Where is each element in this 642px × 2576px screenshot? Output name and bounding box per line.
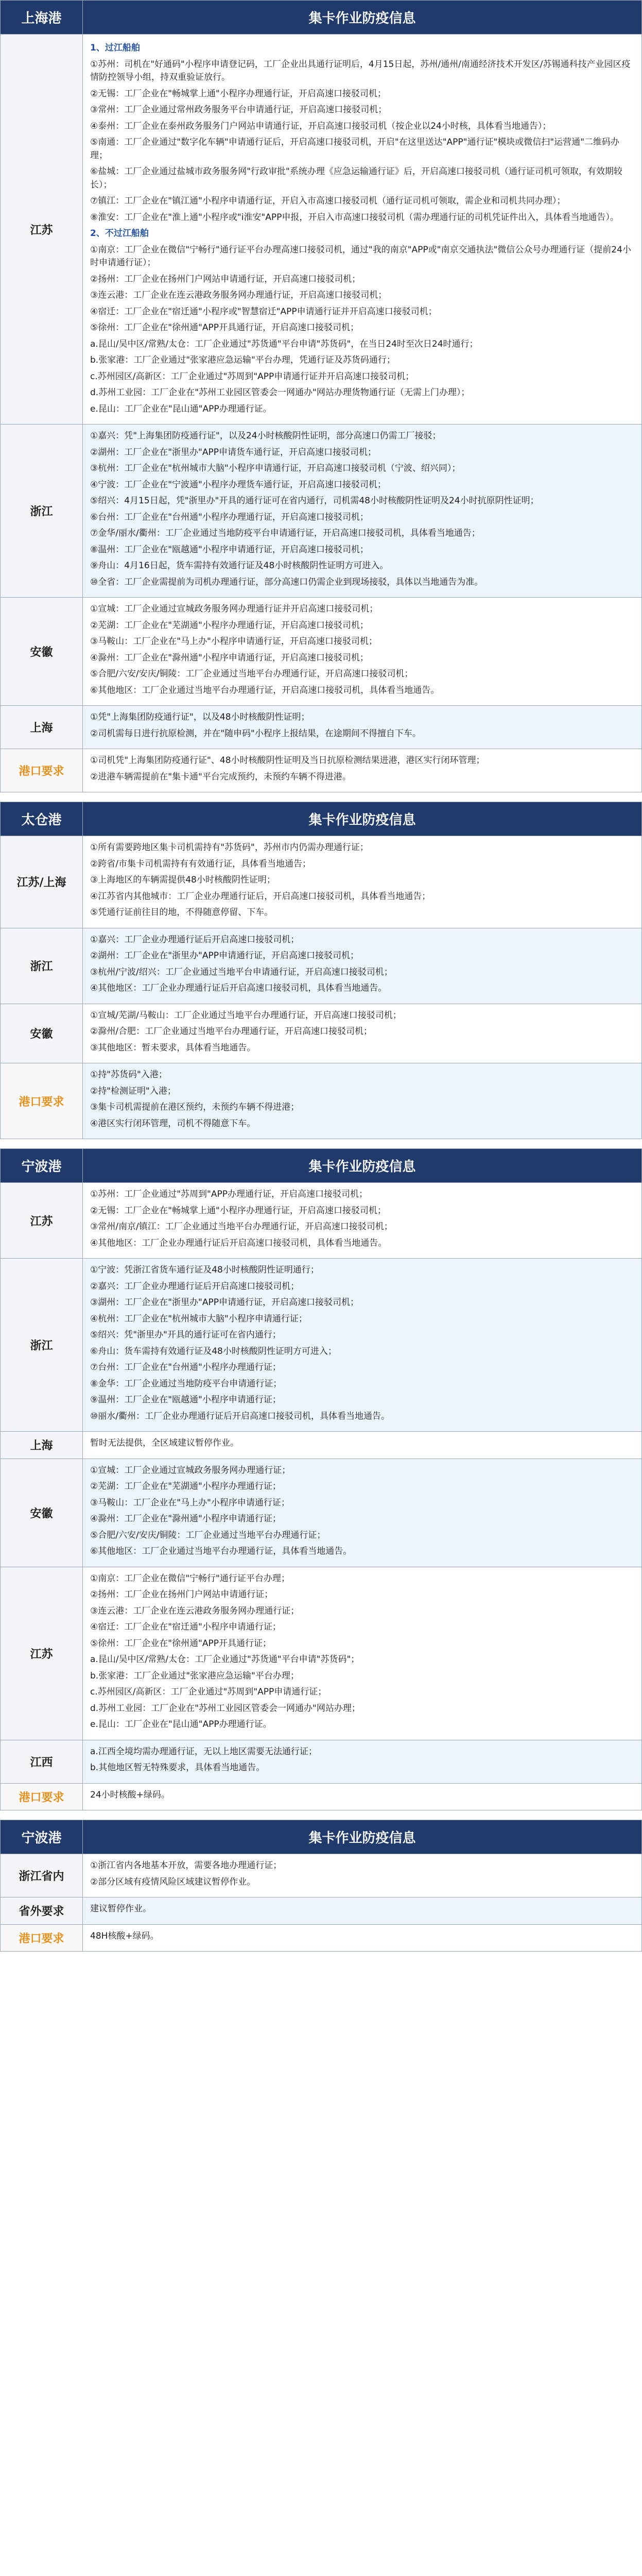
- info-line: ①嘉兴：凭"上海集团防疫通行证"，以及24小时核酸阴性证明，部分高速口仍需工厂接驳；: [90, 431, 441, 441]
- info-line: ①嘉兴：工厂企业办理通行证后开启高速口接驳司机；: [90, 934, 300, 945]
- info-line: ②扬州：工厂企业在扬州门户网站申请通行证，开启高速口接驳司机；: [90, 274, 361, 284]
- info-line: ②滁州/合肥：工厂企业通过当地平台办理通行证，开启高速口接驳司机；: [90, 1026, 372, 1037]
- region-content: [83, 928, 642, 1004]
- info-line: ②持"检测证明"入港；: [90, 1086, 176, 1096]
- info-line: ⑥台州：工厂企业在"台州通"小程序办理通行证，开启高速口接驳司机；: [90, 512, 369, 522]
- info-line: e.昆山：工厂企业在"昆山通"APP办理通行证。: [90, 403, 272, 414]
- info-line: ⑥盐城：工厂企业通过盐城市政务服务网"行政审批"系统办理《应急运输通行证》后，开启高速口接驳司机（通行证司机可领取，有效期较长）；: [90, 166, 622, 190]
- table-row: [1, 1259, 642, 1432]
- port-table: [0, 0, 642, 792]
- info-line: ⑥其他地区：工厂企业通过当地平台办理通行证，开启高速口接驳司机，具体看当地通告。: [90, 685, 440, 696]
- info-line: ④其他地区：工厂企业办理通行证后开启高速口接驳司机，具体看当地通告。: [90, 1238, 387, 1248]
- info-line: 建议暂停作业。: [90, 1904, 151, 1914]
- info-line: ⑤徐州：工厂企业在"徐州通"APP开具通行证，开启高速口接驳司机；: [90, 323, 359, 333]
- port-requirements-label: 港口要求: [1, 1063, 83, 1139]
- info-line: ⑦镇江：工厂企业在"镇江通"小程序申请通行证，开启入市高速口接驳司机（通行证司机可领取，需企业和司机共同办理）；: [90, 196, 566, 206]
- region-content: [83, 425, 642, 598]
- info-line: ③常州/南京/镇江：工厂企业通过当地平台办理通行证，开启高速口接驳司机；: [90, 1222, 393, 1232]
- region-content: [83, 1783, 642, 1810]
- info-line: ⑤绍兴：凭"浙里办"开具的通行证可在省内通行；: [90, 1330, 281, 1340]
- table-title: 集卡作业防疫信息: [83, 802, 642, 836]
- info-line: ⑨温州：工厂企业在"瓯越通"小程序申请通行证；: [90, 1395, 281, 1405]
- region-label: 浙江省内: [1, 1854, 83, 1897]
- port-name: 宁波港: [1, 1820, 83, 1854]
- region-label: 江苏: [1, 35, 83, 425]
- info-line: d.苏州工业园：工厂企业在"苏州工业园区管委会一网通办"网站办理；: [90, 1703, 360, 1714]
- info-line: ②跨省/市集卡司机需持有有效通行证，具体看当地通告；: [90, 858, 311, 869]
- port-table: [0, 1148, 642, 1810]
- info-line: ④宁波：工厂企业在"宁波通"小程序办理货车通行证，开启高速口接驳司机；: [90, 479, 386, 490]
- info-line: ①南京：工厂企业在微信"宁畅行"通行证平台办理高速口接驳司机，通过"我的南京"APP或"南京交通执法"微信公众号办理通行证（提前24小时申请通行证）；: [90, 244, 631, 268]
- region-label: 安徽: [1, 1004, 83, 1063]
- table-row: [1, 928, 642, 1004]
- table-row: [1, 1740, 642, 1783]
- info-line: b.其他地区暂无特殊要求，具体看当地通告。: [90, 1762, 265, 1773]
- region-label: 上海: [1, 1432, 83, 1459]
- table-header-row: [1, 1, 642, 35]
- info-line: ④宿迁：工厂企业在"宿迁通"小程序申请通行证；: [90, 1622, 281, 1632]
- info-line: ④港区实行闭环管理，司机不得随意下车。: [90, 1118, 256, 1129]
- region-label: 江苏: [1, 1567, 83, 1740]
- info-line: b.张家港：工厂企业通过"张家港应急运输"平台办理，凭通行证及苏货码通行；: [90, 355, 395, 365]
- region-content: [83, 1259, 642, 1432]
- info-line: ③其他地区：暂未要求，具体看当地通告。: [90, 1042, 256, 1053]
- region-label: 省外要求: [1, 1897, 83, 1925]
- info-line: ②湖州：工厂企业在"浙里办"APP申请通行证，开启高速口接驳司机；: [90, 951, 359, 961]
- info-line: ②嘉兴：工厂企业办理通行证后开启高速口接驳司机；: [90, 1281, 300, 1292]
- table-row: [1, 1783, 642, 1810]
- info-line: ③杭州/宁波/绍兴：工厂企业通过当地平台申请通行证，开启高速口接驳司机；: [90, 967, 393, 977]
- info-line: ④滁州：工厂企业在"滁州通"小程序申请通行证，开启高速口接驳司机；: [90, 652, 369, 663]
- region-content: [83, 1183, 642, 1259]
- region-label: 安徽: [1, 598, 83, 706]
- info-line: ④杭州：工厂企业在"杭州城市大脑"小程序申请通行证；: [90, 1313, 307, 1324]
- info-line: ①苏州：工厂企业通过"苏周到"APP办理通行证，开启高速口接驳司机；: [90, 1189, 368, 1199]
- port-requirements-label: 港口要求: [1, 1924, 83, 1952]
- table-row: [1, 1004, 642, 1063]
- info-line: ①宣城：工厂企业通过宣城政务服务网办理通行证并开启高速口接驳司机；: [90, 604, 378, 614]
- table-row: [1, 35, 642, 425]
- info-line: 1、过江船舶: [90, 43, 140, 53]
- table-row: [1, 598, 642, 706]
- info-line: ③马鞍山：工厂企业在"马上办"小程序申请通行证，开启高速口接驳司机；: [90, 636, 377, 647]
- region-content: [83, 1004, 642, 1063]
- table-row: [1, 706, 642, 749]
- info-line: ②芜湖：工厂企业在"芜湖通"小程序办理通行证；: [90, 1481, 281, 1492]
- info-line: ①持"苏货码"入港；: [90, 1070, 167, 1080]
- region-label: 安徽: [1, 1459, 83, 1567]
- info-line: ①凭"上海集团防疫通行证"，以及48小时核酸阴性证明；: [90, 712, 310, 722]
- info-line: ⑧淮安：工厂企业在"淮上通"小程序或"i淮安"APP申报，开启入市高速口接驳司机（需办理通行证的司机凭证件出入，具体看当地通告）。: [90, 212, 619, 223]
- info-line: ③集卡司机需提前在港区预约，未预约车辆不得进港；: [90, 1102, 300, 1112]
- region-content: [83, 706, 642, 749]
- table-title: 集卡作业防疫信息: [83, 1149, 642, 1183]
- info-line: ①宁波：凭浙江省货车通行证及48小时核酸阴性证明通行；: [90, 1265, 319, 1275]
- info-line: ①司机凭"上海集团防疫通行证"、48小时核酸阴性证明及当日抗原检测结果进港，港区实行闭环管理；: [90, 755, 485, 766]
- region-content: [83, 1459, 642, 1567]
- region-label: 浙江: [1, 425, 83, 598]
- info-line: ③马鞍山：工厂企业在"马上办"小程序申请通行证；: [90, 1497, 290, 1508]
- region-content: [83, 1924, 642, 1952]
- info-line: ①南京：工厂企业在微信"宁畅行"通行证平台办理；: [90, 1573, 290, 1584]
- info-line: ⑤合肥/六安/安庆/铜陵：工厂企业通过当地平台办理通行证，开启高速口接驳司机；: [90, 669, 413, 679]
- region-label: 上海: [1, 706, 83, 749]
- info-line: d.苏州工业园：工厂企业在"苏州工业园区管委会一网通办"网站办理货物通行证（无需上门办理）；: [90, 387, 470, 398]
- info-line: ⑤徐州：工厂企业在"徐州通"APP开具通行证；: [90, 1638, 272, 1649]
- region-label: 浙江: [1, 928, 83, 1004]
- info-line: ⑨舟山：4月16日起，货车需持有效通行证及48小时核酸阴性证明方可进入。: [90, 561, 389, 571]
- port-table: [0, 1820, 642, 1952]
- info-line: ③湖州：工厂企业在"浙里办"APP申请通行证，开启高速口接驳司机；: [90, 1297, 359, 1308]
- port-name: 宁波港: [1, 1149, 83, 1183]
- info-line: ②部分区域有疫情风险区域建议暂停作业。: [90, 1876, 256, 1887]
- region-content: [83, 1897, 642, 1925]
- region-label: 江苏: [1, 1183, 83, 1259]
- info-line: ⑤合肥/六安/安庆/铜陵：工厂企业通过当地平台办理通行证；: [90, 1530, 326, 1540]
- info-line: ④泰州：工厂企业在泰州政务服务门户网站申请通行证，开启高速口接驳司机（按企业以24小时核，具体看当地通告）；: [90, 121, 551, 131]
- info-line: ⑤绍兴：4月15日起，凭"浙里办"开具的通行证可在省内通行，司机需48小时核酸阴性证明及24小时抗原阴性证明；: [90, 496, 539, 506]
- port-table: [0, 802, 642, 1139]
- info-line: ①苏州：司机在"好通码"小程序申请登记码，工厂企业出具通行证明后，4月15日起，苏州/通州/南通经济技术开发区/苏锡通科技产业园区疫情防控领导小组，持双重验证放行。: [90, 59, 631, 82]
- info-line: ④宿迁：工厂企业在"宿迁通"小程序或"智慧宿迁"APP申请通行证并开启高速口接驳司机；: [90, 306, 437, 317]
- table-row: [1, 1183, 642, 1259]
- info-line: ③连云港：工厂企业在连云港政务服务网办理通行证，开启高速口接驳司机；: [90, 290, 387, 300]
- info-line: ④滁州：工厂企业在"滁州通"小程序申请通行证；: [90, 1514, 281, 1524]
- info-line: ③上海地区的车辆需提供48小时核酸阴性证明；: [90, 875, 275, 885]
- info-line: b.张家港：工厂企业通过"张家港应急运输"平台办理；: [90, 1670, 299, 1681]
- info-line: a.昆山/吴中区/常熟/太仓：工厂企业通过"苏货通"平台申请"苏货码"；: [90, 1654, 360, 1665]
- table-header-row: [1, 1820, 642, 1854]
- info-line: 暂时无法提供，全区域建议暂停作业。: [90, 1438, 239, 1448]
- region-content: [83, 35, 642, 425]
- info-line: 48H核酸+绿码。: [90, 1930, 159, 1941]
- region-content: [83, 1432, 642, 1459]
- info-line: e.昆山：工厂企业在"昆山通"APP办理通行证。: [90, 1719, 272, 1730]
- info-line: ③连云港：工厂企业在连云港政务服务网办理通行证；: [90, 1605, 300, 1616]
- info-line: ②扬州：工厂企业在扬州门户网站申请通行证；: [90, 1589, 273, 1600]
- table-row: [1, 1854, 642, 1897]
- info-line: ②无锡：工厂企业在"畅城掌上通"小程序办理通行证，开启高速口接驳司机；: [90, 1205, 386, 1216]
- region-content: [83, 1567, 642, 1740]
- table-header-row: [1, 802, 642, 836]
- region-content: [83, 1063, 642, 1139]
- info-line: ⑥其他地区：工厂企业通过当地平台办理通行证，具体看当地通告。: [90, 1546, 352, 1556]
- table-row: [1, 1432, 642, 1459]
- table-row: [1, 425, 642, 598]
- info-line: ②无锡：工厂企业在"畅城掌上通"小程序办理通行证，开启高速口接驳司机；: [90, 88, 386, 99]
- info-line: ②进港车辆需提前在"集卡通"平台完成预约，未预约车辆不得进港。: [90, 771, 351, 782]
- region-content: [83, 1854, 642, 1897]
- info-line: ③杭州：工厂企业在"杭州城市大脑"小程序申请通行证，开启高速口接驳司机（宁波、绍兴同）；: [90, 463, 461, 473]
- info-line: ①宣城：工厂企业通过宣城政务服务网办理通行证；: [90, 1465, 291, 1476]
- info-line: ①宣城/芜湖/马鞍山：工厂企业通过当地平台办理通行证，开启高速口接驳司机；: [90, 1010, 402, 1021]
- info-line: ⑩丽水/衢州：工厂企业办理通行证后开启高速口接驳司机，具体看当地通告。: [90, 1411, 390, 1421]
- table-row: [1, 836, 642, 928]
- info-line: a.昆山/吴中区/常熟/太仓：工厂企业通过"苏货通"平台申请"苏货码"，在当日24时至次日24时通行；: [90, 338, 478, 349]
- table-header-row: [1, 1149, 642, 1183]
- info-line: ②芜湖：工厂企业在"芜湖通"小程序办理通行证，开启高速口接驳司机；: [90, 620, 369, 631]
- info-line: ④其他地区：工厂企业办理通行证后开启高速口接驳司机，具体看当地通告。: [90, 983, 387, 993]
- info-line: ⑦台州：工厂企业在"台州通"小程序办理通行证；: [90, 1362, 281, 1372]
- region-content: [83, 836, 642, 928]
- info-line: c.苏州园区/高新区：工厂企业通过"苏周到"APP申请通行证并开启高速口接驳司机；: [90, 371, 414, 382]
- table-title: 集卡作业防疫信息: [83, 1820, 642, 1854]
- port-name: 上海港: [1, 1, 83, 35]
- table-row: [1, 1897, 642, 1925]
- info-line: ②湖州：工厂企业在"浙里办"APP申请货车通行证，开启高速口接驳司机；: [90, 447, 377, 457]
- info-line: ⑤凭通行证前往目的地，不得随意停留、下车。: [90, 907, 273, 918]
- info-line: ③常州：工厂企业通过常州政务服务平台申请通行证，开启高速口接驳司机；: [90, 105, 387, 115]
- port-name: 太仓港: [1, 802, 83, 836]
- region-label: 浙江: [1, 1259, 83, 1432]
- region-content: [83, 1740, 642, 1783]
- info-line: ①所有需要跨地区集卡司机需持有"苏货码"，苏州市内仍需办理通行证；: [90, 842, 369, 853]
- port-requirements-label: 港口要求: [1, 749, 83, 792]
- info-line: ⑧金华：工厂企业通过当地防疫平台申请通行证；: [90, 1378, 282, 1389]
- info-line: 24小时核酸+绿码。: [90, 1789, 170, 1800]
- region-content: [83, 749, 642, 792]
- table-row: [1, 1459, 642, 1567]
- info-line: ⑧温州：工厂企业在"瓯越通"小程序申请通行证，开启高速口接驳司机；: [90, 544, 369, 555]
- table-row: [1, 749, 642, 792]
- info-line: ②司机需每日进行抗原检测，并在"随申码"小程序上报结果，在途期间不得擅自下车。: [90, 728, 421, 739]
- region-content: [83, 598, 642, 706]
- table-row: [1, 1063, 642, 1139]
- info-line: ④江苏省内其他城市：工厂企业办理通行证后，开启高速口接驳司机，具体看当地通告；: [90, 891, 431, 902]
- info-line: ①浙江省内各地基本开放，需要各地办理通行证；: [90, 1860, 282, 1871]
- region-label: 江西: [1, 1740, 83, 1783]
- region-label: 江苏/上海: [1, 836, 83, 928]
- info-line: a.江西全境均需办理通行证，无以上地区需要无法通行证；: [90, 1746, 317, 1757]
- table-row: [1, 1924, 642, 1952]
- table-title: 集卡作业防疫信息: [83, 1, 642, 35]
- info-line: ⑦金华/丽水/衢州：工厂企业通过当地防疫平台申请通行证，开启高速口接驳司机，具体看当地通告；: [90, 528, 480, 538]
- info-line: c.苏州园区/高新区：工厂企业通过"苏周到"APP申请通行证；: [90, 1687, 327, 1697]
- info-line: ⑥舟山：货车需持有效通行证及48小时核酸阴性证明方可进入；: [90, 1346, 337, 1357]
- port-requirements-label: 港口要求: [1, 1783, 83, 1810]
- info-line: ⑤南通：工厂企业通过"数字化车辆"申请通行证后，开启高速口接驳司机，开启"在这里送达"APP"通行证"模块或微信扫"运营通"二维码办理；: [90, 137, 619, 161]
- info-line: ⑩全省：工厂企业需提前为司机办理通行证，部分高速口仍需企业到现场接驳，具体以当地通告为准。: [90, 577, 483, 587]
- info-line: 2、不过江船舶: [90, 228, 149, 239]
- table-row: [1, 1567, 642, 1740]
